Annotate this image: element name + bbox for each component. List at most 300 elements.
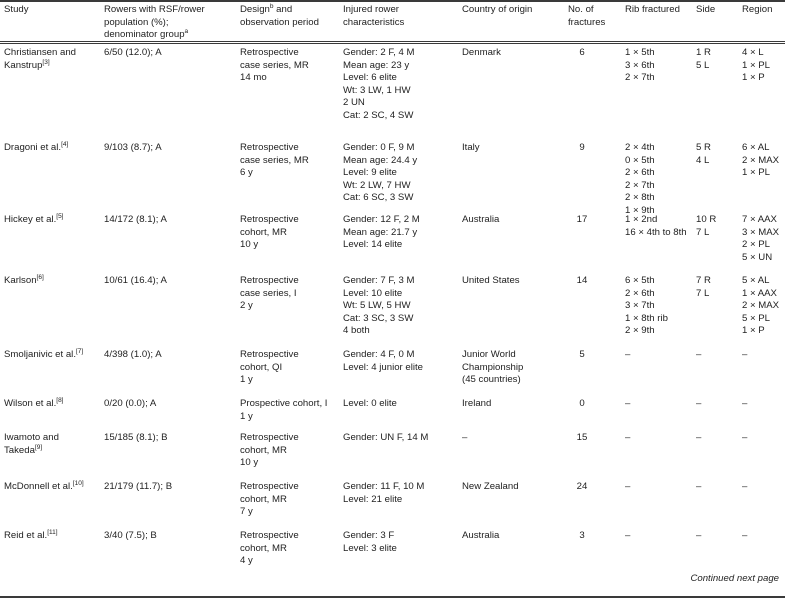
cell-rib-line: [625, 214, 687, 227]
cell-text: 1 × PL: [742, 59, 771, 71]
cell-country: [462, 349, 523, 387]
cell-text: Level: 3 elite: [343, 542, 397, 554]
cell-region: [742, 530, 747, 543]
cell-study-line: [4, 214, 64, 227]
header-rib: Rib fractured: [625, 4, 680, 15]
cell-text: Retrospective: [240, 275, 299, 286]
cell-text: –: [742, 349, 748, 360]
cell-side-line: [696, 288, 711, 301]
cell-characteristics-line: [343, 97, 414, 110]
cell-text: 2 × 7th: [625, 72, 655, 83]
cell-design-line: [240, 411, 327, 424]
cell-text: 1 × 9th: [625, 204, 655, 216]
cell-text: United States: [462, 275, 520, 286]
cell-text: 14 mo: [240, 72, 267, 83]
cell-text: Retrospective: [240, 214, 299, 225]
cell-rib-line: [625, 481, 630, 494]
cell-side: [696, 142, 711, 167]
cell-text: Gender: 0 F, 9 M: [343, 142, 415, 153]
cell-characteristics-line: [343, 530, 397, 543]
cell-text: 5 L: [696, 59, 710, 71]
cell-region-line: [742, 432, 747, 445]
cell-text: Italy: [462, 142, 480, 153]
cell-country: [462, 398, 491, 411]
cell-region: [742, 275, 779, 338]
cell-study-line: [4, 275, 44, 288]
cell-characteristics-line: [343, 494, 424, 507]
reference-marker: [3]: [42, 58, 50, 66]
cell-characteristics-line: [343, 275, 414, 288]
cell-text: Karlson: [4, 275, 37, 286]
cell-text: 2 y: [240, 300, 253, 311]
cell-design-line: [240, 214, 299, 227]
cell-text: case series, MR: [240, 59, 309, 71]
cell-characteristics-line: [343, 60, 414, 73]
cell-characteristics: [343, 142, 417, 205]
cell-design-line: [240, 227, 299, 240]
header-characteristics-line1: Injured rower: [343, 4, 399, 15]
header-design-text: Design: [240, 4, 270, 15]
cell-text: Level: 6 elite: [343, 72, 397, 83]
cell-text: Wt: 5 LW, 5 HW: [343, 300, 411, 311]
cell-country-line: [462, 481, 519, 494]
cell-rib-line: [625, 313, 668, 326]
cell-characteristics-line: [343, 110, 414, 123]
cell-design-line: [240, 349, 299, 362]
cell-text: 2 × PL: [742, 239, 771, 250]
cell-text: Christiansen and: [4, 47, 76, 58]
cell-design-line: [240, 142, 309, 155]
cell-region-line: [742, 481, 747, 494]
cell-region-line: [742, 288, 779, 301]
cell-design-line: [240, 288, 299, 301]
cell-country-line: [462, 530, 499, 543]
cell-rib-line: [625, 72, 655, 85]
cell-text: 4 y: [240, 555, 253, 566]
cell-study: [4, 530, 58, 543]
cell-text: 5 × UN: [742, 251, 773, 263]
cell-region-line: [742, 275, 779, 288]
cell-study-line: [4, 349, 83, 362]
cell-design: [240, 47, 309, 85]
cell-text: 2 × 6th: [625, 287, 655, 299]
cell-text: 1 × 2nd: [625, 214, 658, 225]
cell-text: Australia: [462, 530, 500, 541]
reference-marker: [6]: [36, 273, 44, 281]
cell-text: Wt: 3 LW, 1 HW: [343, 84, 411, 96]
cell-fractures: 5: [579, 349, 585, 360]
cell-text: 6 × 5th: [625, 275, 655, 286]
cell-text: Cat: 3 SC, 3 SW: [343, 312, 414, 324]
footnote-marker-b: b: [269, 2, 274, 10]
cell-text: 1 y: [240, 410, 253, 422]
cell-side: [696, 398, 701, 411]
header-rowers-text: denominator group: [104, 29, 185, 40]
cell-text: cohort, MR: [240, 444, 287, 456]
cell-characteristics-line: [343, 167, 417, 180]
cell-text: Australia: [462, 214, 500, 225]
cell-study-line: [4, 481, 84, 494]
cell-country-line: [462, 214, 499, 227]
cell-design: [240, 530, 299, 568]
header-rowers-line2: population (%);: [104, 16, 169, 28]
cell-text: –: [742, 398, 748, 409]
cell-characteristics-line: [343, 47, 414, 60]
header-characteristics-line2: characteristics: [343, 16, 405, 28]
cell-side-line: [696, 155, 711, 168]
cell-region-line: [742, 325, 779, 338]
cell-text: Retrospective: [240, 142, 299, 153]
cell-study: [4, 481, 84, 494]
cell-text: –: [742, 481, 748, 492]
cell-country: [462, 142, 480, 155]
cell-side: [696, 530, 701, 543]
header-design: [240, 4, 319, 29]
cell-text: 4 × L: [742, 47, 764, 58]
reference-marker: [11]: [47, 528, 58, 536]
cell-rowers: 21/179 (11.7); B: [104, 481, 173, 492]
cell-design-line: [240, 543, 299, 556]
header-side: Side: [696, 4, 716, 15]
header-study: Study: [4, 4, 29, 15]
cell-characteristics-line: [343, 432, 428, 445]
cell-region: [742, 47, 770, 85]
cell-design-line: [240, 167, 309, 180]
cell-characteristics-line: [343, 325, 414, 338]
cell-characteristics-line: [343, 142, 417, 155]
cell-country-line: [462, 362, 523, 375]
cell-rib: [625, 142, 655, 217]
cell-text: Ireland: [462, 398, 492, 409]
cell-text: 10 y: [240, 239, 259, 250]
cell-text: case series, I: [240, 287, 297, 299]
cell-text: Mean age: 23 y: [343, 59, 410, 71]
cell-text: –: [742, 432, 748, 443]
cell-region-line: [742, 47, 770, 60]
reference-marker: [10]: [72, 479, 84, 487]
cell-text: 3 × MAX: [742, 226, 780, 238]
cell-fractures: 15: [576, 432, 588, 443]
cell-rowers: 10/61 (16.4); A: [104, 275, 167, 286]
cell-side-line: [696, 530, 701, 543]
cell-text: 6 y: [240, 167, 253, 178]
cell-country: [462, 432, 467, 445]
cell-region-line: [742, 300, 779, 313]
cell-text: –: [625, 432, 631, 443]
cell-text: 10 R: [696, 214, 717, 225]
cell-design-line: [240, 494, 299, 507]
cell-characteristics-line: [343, 362, 423, 375]
cell-region-line: [742, 142, 779, 155]
cell-design-line: [240, 432, 299, 445]
cell-text: –: [696, 398, 702, 409]
table-bottom-rule: [0, 596, 785, 598]
cell-text: Cat: 2 SC, 4 SW: [343, 109, 414, 121]
cell-design-line: [240, 457, 299, 470]
cell-region: [742, 398, 747, 411]
cell-text: Takeda: [4, 444, 35, 456]
cell-design-line: [240, 362, 299, 375]
cell-study: [4, 349, 83, 362]
header-region: Region: [742, 4, 773, 15]
cell-text: –: [462, 432, 468, 443]
cell-region-line: [742, 72, 770, 85]
cell-text: 1 × AAX: [742, 287, 777, 299]
cell-region: [742, 349, 747, 362]
cell-rib-line: [625, 227, 687, 240]
cell-text: Level: 10 elite: [343, 287, 403, 299]
cell-text: Retrospective: [240, 432, 299, 443]
reference-marker: [4]: [61, 140, 69, 148]
header-fractures-line2: fractures: [568, 16, 606, 28]
header-rowers: [104, 4, 205, 42]
cell-rib: [625, 398, 630, 411]
cell-region-line: [742, 398, 747, 411]
cell-text: –: [625, 481, 631, 492]
cell-text: 4 L: [696, 154, 710, 166]
cell-characteristics: [343, 47, 414, 122]
cell-country: [462, 47, 501, 60]
cell-characteristics: [343, 398, 397, 411]
cell-design-line: [240, 530, 299, 543]
cell-study-line: [4, 142, 68, 155]
cell-side: [696, 481, 701, 494]
footnote-marker-a: a: [184, 27, 189, 35]
header-rule-lower: [0, 43, 785, 44]
cell-rib: [625, 530, 630, 543]
cell-rib: [625, 432, 630, 445]
cell-region: [742, 214, 779, 264]
cell-text: 4 both: [343, 325, 370, 336]
reference-marker: [5]: [56, 212, 64, 220]
cell-text: cohort, MR: [240, 226, 287, 238]
cell-rib: [625, 214, 687, 239]
cell-text: 5 × AL: [742, 275, 770, 286]
cell-design-line: [240, 275, 299, 288]
cell-rowers: 15/185 (8.1); B: [104, 432, 168, 443]
cell-fractures: 14: [576, 275, 588, 286]
cell-rib: [625, 481, 630, 494]
cell-text: 2 UN: [343, 97, 365, 108]
cell-design-line: [240, 555, 299, 568]
cell-text: Level: 0 elite: [343, 398, 397, 409]
cell-rib-line: [625, 349, 630, 362]
cell-text: Gender: 11 F, 10 M: [343, 481, 425, 492]
cell-text: Retrospective: [240, 481, 299, 492]
cell-side-line: [696, 142, 711, 155]
cell-text: Cat: 6 SC, 3 SW: [343, 192, 414, 203]
cell-design: [240, 349, 299, 387]
cell-text: 7 y: [240, 506, 253, 517]
cell-characteristics-line: [343, 313, 414, 326]
cell-text: 6 × AL: [742, 142, 770, 153]
cell-country: [462, 214, 499, 227]
cell-text: 2 × 4th: [625, 142, 655, 153]
cell-characteristics-line: [343, 543, 397, 556]
cell-study: [4, 142, 68, 155]
cell-country-line: [462, 374, 523, 387]
cell-design-line: [240, 155, 309, 168]
cell-text: –: [625, 349, 631, 360]
cell-characteristics-line: [343, 239, 420, 252]
cell-text: 2 × 9th: [625, 325, 655, 336]
cell-text: 1 y: [240, 374, 253, 385]
cell-text: Wt: 2 LW, 7 HW: [343, 179, 411, 191]
cell-study: [4, 432, 59, 457]
header-design-line1: [240, 4, 319, 17]
cell-side: [696, 47, 711, 72]
cell-text: Level: 14 elite: [343, 239, 403, 250]
cell-study-line: [4, 530, 58, 543]
cell-fractures: 6: [579, 47, 585, 58]
cell-country-line: [462, 275, 520, 288]
cell-side-line: [696, 214, 716, 227]
cell-rib-line: [625, 288, 668, 301]
cell-region-line: [742, 313, 779, 326]
cell-text: 0 × 5th: [625, 154, 655, 166]
header-rule-upper: [0, 41, 785, 42]
cell-rowers: 14/172 (8.1); A: [104, 214, 167, 225]
cell-text: Level: 4 junior elite: [343, 361, 423, 373]
cell-side-line: [696, 227, 716, 240]
cell-characteristics-line: [343, 85, 414, 98]
cell-characteristics-line: [343, 72, 414, 85]
cell-design-line: [240, 506, 299, 519]
cell-region-line: [742, 252, 779, 265]
cell-text: cohort, MR: [240, 493, 287, 505]
cell-study: [4, 398, 64, 411]
cell-study: [4, 214, 64, 227]
cell-region-line: [742, 239, 779, 252]
cell-side-line: [696, 481, 701, 494]
cell-rib-line: [625, 180, 655, 193]
cell-text: McDonnell et al.: [4, 481, 73, 492]
cell-region-line: [742, 214, 779, 227]
cell-text: 7 L: [696, 226, 710, 238]
cell-text: –: [625, 398, 631, 409]
cell-rib-line: [625, 432, 630, 445]
cell-text: 5 × PL: [742, 312, 771, 324]
cell-rowers: 6/50 (12.0); A: [104, 47, 162, 58]
cell-text: 1 × 5th: [625, 47, 655, 58]
header-fractures-line1: No. of: [568, 4, 594, 15]
cell-text: Mean age: 24.4 y: [343, 154, 418, 166]
cell-country: [462, 481, 519, 494]
cell-text: Retrospective: [240, 530, 299, 541]
cell-text: 1 R: [696, 47, 711, 58]
cell-side-line: [696, 398, 701, 411]
cell-characteristics: [343, 432, 428, 445]
cell-text: –: [696, 349, 702, 360]
cell-text: 3 × 6th: [625, 59, 655, 71]
cell-text: 7 R: [696, 275, 711, 286]
cell-text: 2 × 7th: [625, 179, 655, 191]
cell-region-line: [742, 167, 779, 180]
cell-country-line: [462, 398, 491, 411]
cell-fractures: 17: [576, 214, 588, 225]
cell-characteristics-line: [343, 155, 417, 168]
cell-design-line: [240, 398, 327, 411]
cell-text: Wilson et al.: [4, 398, 57, 409]
cell-text: Retrospective: [240, 47, 299, 58]
cell-text: –: [696, 481, 702, 492]
cell-text: Iwamoto and: [4, 432, 59, 443]
cell-region-line: [742, 349, 747, 362]
cell-text: Championship: [462, 361, 524, 373]
cell-rib-line: [625, 275, 668, 288]
cell-text: 10 y: [240, 457, 259, 468]
cell-fractures: 24: [576, 481, 588, 492]
cell-text: cohort, MR: [240, 542, 287, 554]
cell-characteristics-line: [343, 481, 424, 494]
cell-rib-line: [625, 60, 655, 73]
cell-text: Junior World: [462, 349, 516, 360]
cell-text: –: [696, 530, 702, 541]
header-design-and: and: [273, 4, 293, 15]
header-characteristics: [343, 4, 404, 29]
cell-rib: [625, 47, 655, 85]
cell-rowers: 4/398 (1.0); A: [104, 349, 162, 360]
cell-characteristics-line: [343, 180, 417, 193]
cell-side-line: [696, 349, 701, 362]
cell-rib-line: [625, 167, 655, 180]
cell-text: Level: 21 elite: [343, 493, 403, 505]
cell-text: Kanstrup: [4, 59, 43, 71]
cell-study-line: [4, 47, 76, 60]
cell-characteristics-line: [343, 214, 420, 227]
cell-text: Gender: UN F, 14 M: [343, 432, 429, 443]
cell-design-line: [240, 60, 309, 73]
cell-rib-line: [625, 192, 655, 205]
cell-text: 2 × MAX: [742, 154, 780, 166]
cell-characteristics-line: [343, 227, 420, 240]
cell-text: 2 × MAX: [742, 300, 780, 311]
cell-fractures: 0: [579, 398, 585, 409]
cell-text: Gender: 3 F: [343, 530, 395, 541]
cell-text: 3 × 7th: [625, 300, 655, 311]
cell-region-line: [742, 60, 770, 73]
cell-country-line: [462, 47, 501, 60]
reference-marker: [8]: [56, 396, 64, 404]
cell-fractures: 9: [579, 142, 585, 153]
cell-text: –: [696, 432, 702, 443]
cell-text: case series, MR: [240, 154, 309, 166]
cell-country-line: [462, 142, 480, 155]
cell-side-line: [696, 275, 711, 288]
cell-design: [240, 214, 299, 252]
cell-text: –: [742, 530, 748, 541]
cell-design-line: [240, 481, 299, 494]
cell-text: cohort, QI: [240, 361, 283, 373]
reference-marker: [9]: [34, 443, 43, 451]
cell-text: Gender: 4 F, 0 M: [343, 349, 415, 360]
cell-rib-line: [625, 142, 655, 155]
cell-study-line: [4, 432, 59, 445]
cell-design: [240, 398, 327, 423]
cell-design: [240, 275, 299, 313]
cell-text: 5 R: [696, 142, 711, 153]
cell-rib-line: [625, 155, 655, 168]
cell-text: Smoljanivic et al.: [4, 349, 76, 360]
cell-side: [696, 349, 701, 362]
cell-characteristics-line: [343, 288, 414, 301]
cell-design: [240, 432, 299, 470]
cell-region: [742, 432, 747, 445]
cell-region-line: [742, 530, 747, 543]
header-rowers-line3: [104, 29, 205, 42]
cell-text: Mean age: 21.7 y: [343, 226, 418, 238]
cell-country-line: [462, 349, 523, 362]
